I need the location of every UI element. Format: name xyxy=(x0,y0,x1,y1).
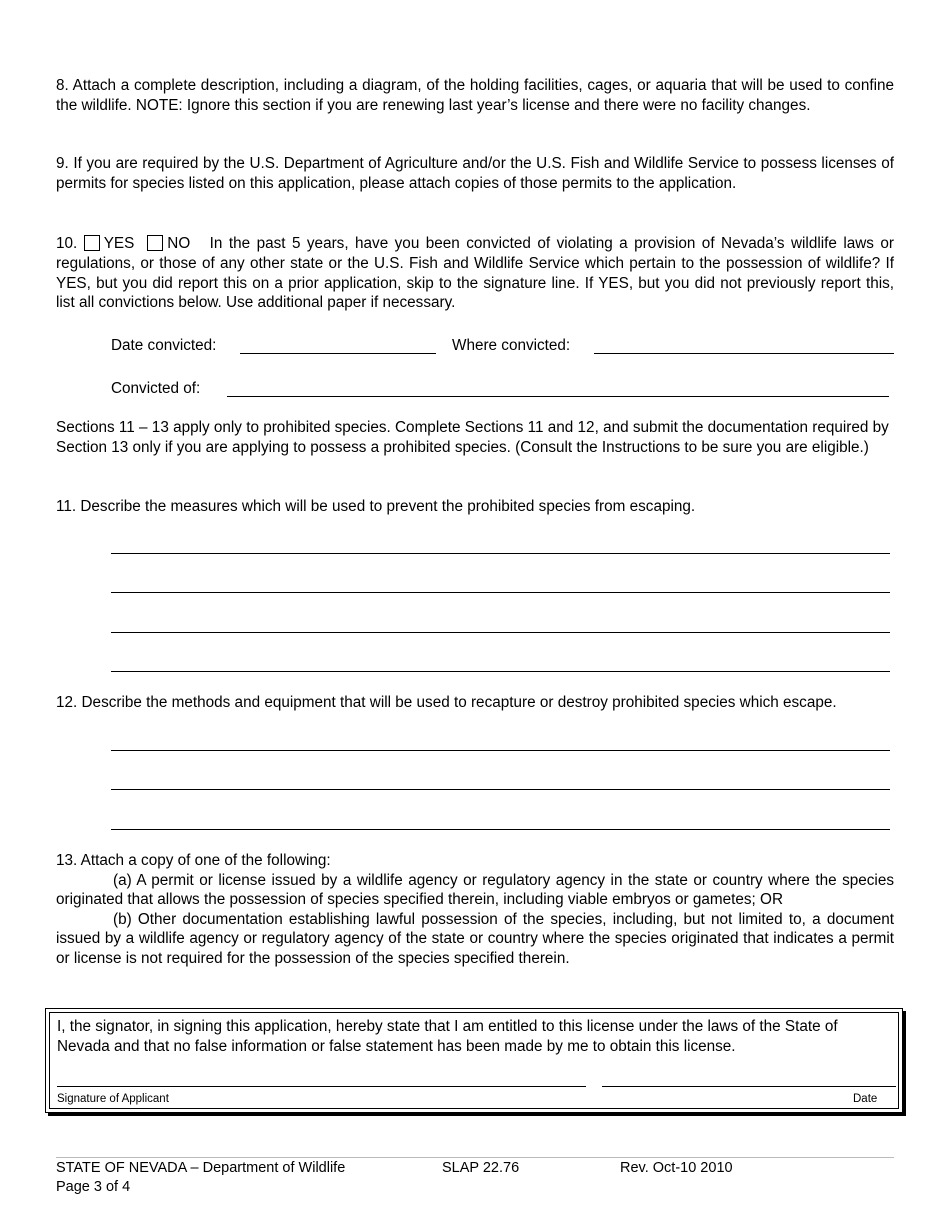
convicted-of-label: Convicted of: xyxy=(111,380,201,397)
yes-checkbox[interactable] xyxy=(84,235,100,251)
section-13-option-a: (a) A permit or license issued by a wildlife agency or regulatory agency in the state or country where the species originated that allows the possession of species specified therein, including viable embryos or gametes; OR xyxy=(56,871,894,908)
section-11-answer-line[interactable] xyxy=(111,592,890,593)
signature-line[interactable] xyxy=(57,1086,586,1087)
section-13-title: 13. Attach a copy of one of the following: xyxy=(56,852,331,869)
signature-statement: I, the signator, in signing this application, hereby state that I am entitled to this license under the laws of the State of Nevada and that no false information or false statement has been made by me to obtain this license. xyxy=(57,1018,838,1055)
footer-revision: Rev. Oct-10 2010 xyxy=(620,1160,733,1176)
section-13 xyxy=(56,851,894,968)
section-9-text: 9. If you are required by the U.S. Department of Agriculture and/or the U.S. Fish and Wildlife Service to possess licenses of permits for species listed on this application, please attach copies of those permits to the application. xyxy=(56,155,894,192)
where-convicted-label: Where convicted: xyxy=(452,337,571,354)
no-label: NO xyxy=(167,235,191,252)
date-line[interactable] xyxy=(602,1086,896,1087)
footer-agency: STATE OF NEVADA – Department of Wildlife xyxy=(56,1160,346,1176)
footer-form-number: SLAP 22.76 xyxy=(442,1160,520,1176)
prohibited-species-note: Sections 11 – 13 apply only to prohibited species. Complete Sections 11 and 12, and submit the documentation required by Section 13 only if you are applying to possess a prohibited species. (Consult the Instructions to be sure you are eligible.) xyxy=(56,419,889,456)
footer-page-number: Page 3 of 4 xyxy=(56,1179,131,1195)
convicted-of-field[interactable] xyxy=(227,396,889,397)
yes-label: YES xyxy=(103,235,135,252)
signature-label: Signature of Applicant xyxy=(57,1093,169,1105)
date-convicted-field[interactable] xyxy=(240,353,436,354)
section-10-question: In the past 5 years, have you been convicted of violating a provision of Nevada’s wildlife laws or regulations, or those of any other state or the U.S. Fish and Wildlife Service which pertain to the possession of wildlife? If YES, but you did report this on a prior application, skip to the signature line. If YES, but you did not previously report this, list all convictions below. Use additional paper if necessary. xyxy=(56,235,895,312)
footer-divider xyxy=(56,1157,894,1158)
section-12-answer-line[interactable] xyxy=(111,750,890,751)
section-8-text: 8. Attach a complete description, including a diagram, of the holding facilities, cages, or aquaria that will be used to confine the wildlife. NOTE: Ignore this section if you are renewing last year’s license and there were no facility changes. xyxy=(56,77,894,114)
section-11-answer-line[interactable] xyxy=(111,671,890,672)
section-11-answer-line[interactable] xyxy=(111,632,890,633)
section-10-number: 10. xyxy=(56,235,78,252)
section-12-text: 12. Describe the methods and equipment that will be used to recapture or destroy prohibited species which escape. xyxy=(56,694,837,711)
section-10 xyxy=(56,234,894,313)
where-convicted-field[interactable] xyxy=(594,353,894,354)
section-12-answer-line[interactable] xyxy=(111,789,890,790)
section-11-text: 11. Describe the measures which will be used to prevent the prohibited species from escaping. xyxy=(56,498,696,515)
section-12-answer-line[interactable] xyxy=(111,829,890,830)
section-11-answer-line[interactable] xyxy=(111,553,890,554)
no-checkbox[interactable] xyxy=(147,235,163,251)
date-label: Date xyxy=(853,1093,878,1105)
section-13-option-b: (b) Other documentation establishing lawful possession of the species, including, but not limited to, a document issued by a wildlife agency or regulatory agency of the state or country where the species originated that indicates a permit or license is not required for the possession of the species specified therein. xyxy=(56,910,894,967)
date-convicted-label: Date convicted: xyxy=(111,337,217,354)
signature-box xyxy=(45,1008,903,1113)
